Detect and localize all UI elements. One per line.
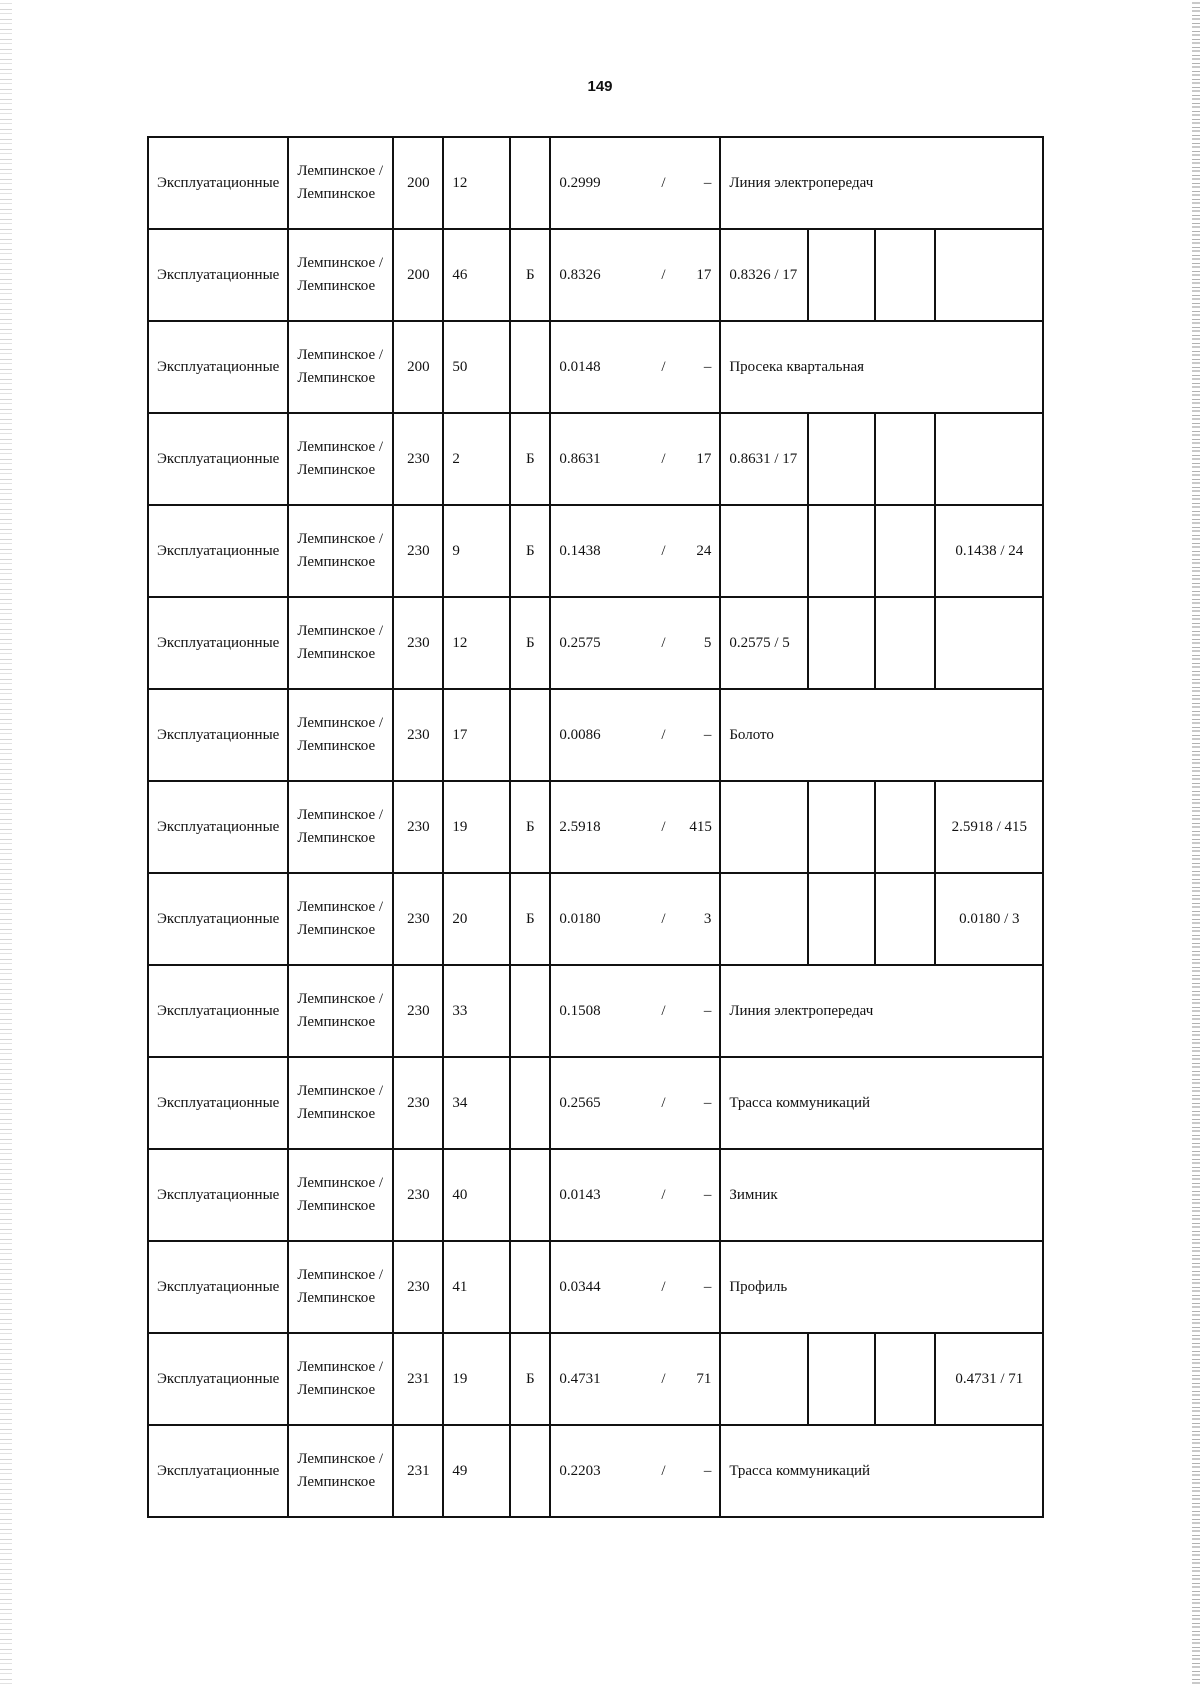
kvartal-cell: 230 bbox=[393, 505, 443, 597]
area-value: 0.1438 bbox=[559, 542, 601, 559]
mark-cell bbox=[510, 1425, 550, 1517]
mark-cell bbox=[510, 1241, 550, 1333]
table-row bbox=[148, 873, 1043, 965]
sub-cell-2 bbox=[808, 873, 875, 965]
area-cell bbox=[550, 1057, 720, 1149]
area-cell bbox=[550, 1425, 720, 1517]
vydel-cell: 12 bbox=[443, 597, 510, 689]
area-separator: / bbox=[661, 1094, 666, 1111]
area-value: 2.5918 bbox=[559, 818, 601, 835]
table-row bbox=[148, 413, 1043, 505]
mark-cell bbox=[510, 321, 550, 413]
area-value: 0.0180 bbox=[559, 910, 601, 927]
sub-cell-1 bbox=[720, 1333, 808, 1425]
sub-cell-1 bbox=[720, 505, 808, 597]
area-count: 5 bbox=[703, 634, 712, 651]
area-cell bbox=[550, 873, 720, 965]
category-cell: Эксплуатационные bbox=[148, 413, 288, 505]
mark-cell bbox=[510, 1149, 550, 1241]
category-cell: Эксплуатационные bbox=[148, 1149, 288, 1241]
kvartal-cell: 200 bbox=[393, 321, 443, 413]
table-row bbox=[148, 229, 1043, 321]
area-cell bbox=[550, 781, 720, 873]
sub-cell-1: 0.8326 / 17 bbox=[720, 229, 808, 321]
vydel-cell: 19 bbox=[443, 781, 510, 873]
area-value: 0.2999 bbox=[559, 174, 601, 191]
category-cell: Эксплуатационные bbox=[148, 597, 288, 689]
page-number: 149 bbox=[587, 78, 613, 95]
mark-cell: Б bbox=[510, 1333, 550, 1425]
scan-edge-left bbox=[0, 0, 12, 1684]
vydel-cell: 46 bbox=[443, 229, 510, 321]
kvartal-cell: 200 bbox=[393, 137, 443, 229]
area-count: 3 bbox=[703, 910, 712, 927]
area-separator: / bbox=[661, 266, 666, 283]
forestry-cell: Лемпинское / Лемпинское bbox=[288, 597, 393, 689]
sub-cell-1 bbox=[720, 781, 808, 873]
category-cell: Эксплуатационные bbox=[148, 1333, 288, 1425]
sub-cell-3 bbox=[875, 1333, 935, 1425]
forest-register-table bbox=[147, 136, 1044, 1518]
description-cell: Профиль bbox=[720, 1241, 1043, 1333]
mark-cell: Б bbox=[510, 505, 550, 597]
area-separator: / bbox=[661, 726, 666, 743]
area-count: 24 bbox=[696, 542, 712, 559]
category-cell: Эксплуатационные bbox=[148, 1425, 288, 1517]
forestry-cell: Лемпинское / Лемпинское bbox=[288, 873, 393, 965]
category-cell: Эксплуатационные bbox=[148, 1241, 288, 1333]
area-separator: / bbox=[661, 358, 666, 375]
kvartal-cell: 230 bbox=[393, 1057, 443, 1149]
sub-cell-2 bbox=[808, 229, 875, 321]
area-cell bbox=[550, 689, 720, 781]
table-row bbox=[148, 781, 1043, 873]
vydel-cell: 2 bbox=[443, 413, 510, 505]
mark-cell: Б bbox=[510, 781, 550, 873]
sub-cell-4: 0.1438 / 24 bbox=[935, 505, 1043, 597]
forestry-cell: Лемпинское / Лемпинское bbox=[288, 1241, 393, 1333]
area-cell bbox=[550, 1241, 720, 1333]
area-value: 0.2575 bbox=[559, 634, 601, 651]
sub-cell-3 bbox=[875, 505, 935, 597]
area-separator: / bbox=[661, 910, 666, 927]
sub-cell-1: 0.2575 / 5 bbox=[720, 597, 808, 689]
sub-cell-2 bbox=[808, 781, 875, 873]
sub-cell-1 bbox=[720, 873, 808, 965]
mark-cell bbox=[510, 965, 550, 1057]
table-row bbox=[148, 137, 1043, 229]
forestry-cell: Лемпинское / Лемпинское bbox=[288, 413, 393, 505]
area-value: 0.4731 bbox=[559, 1370, 601, 1387]
sub-cell-3 bbox=[875, 873, 935, 965]
forestry-cell: Лемпинское / Лемпинское bbox=[288, 965, 393, 1057]
kvartal-cell: 230 bbox=[393, 1149, 443, 1241]
forestry-cell: Лемпинское / Лемпинское bbox=[288, 781, 393, 873]
area-count: 71 bbox=[696, 1370, 712, 1387]
area-count: – bbox=[703, 726, 712, 743]
sub-cell-3 bbox=[875, 229, 935, 321]
mark-cell: Б bbox=[510, 413, 550, 505]
category-cell: Эксплуатационные bbox=[148, 505, 288, 597]
category-cell: Эксплуатационные bbox=[148, 321, 288, 413]
table-row bbox=[148, 1057, 1043, 1149]
forestry-cell: Лемпинское / Лемпинское bbox=[288, 1149, 393, 1241]
area-separator: / bbox=[661, 1462, 666, 1479]
forestry-cell: Лемпинское / Лемпинское bbox=[288, 1425, 393, 1517]
area-count: – bbox=[703, 1278, 712, 1295]
table-row bbox=[148, 505, 1043, 597]
area-count: – bbox=[703, 174, 712, 191]
area-cell bbox=[550, 229, 720, 321]
forestry-cell: Лемпинское / Лемпинское bbox=[288, 229, 393, 321]
vydel-cell: 41 bbox=[443, 1241, 510, 1333]
category-cell: Эксплуатационные bbox=[148, 137, 288, 229]
area-value: 0.1508 bbox=[559, 1002, 601, 1019]
sub-cell-4 bbox=[935, 413, 1043, 505]
area-value: 0.0344 bbox=[559, 1278, 601, 1295]
mark-cell bbox=[510, 1057, 550, 1149]
area-cell bbox=[550, 597, 720, 689]
area-value: 0.2203 bbox=[559, 1462, 601, 1479]
forestry-cell: Лемпинское / Лемпинское bbox=[288, 1057, 393, 1149]
area-count: 415 bbox=[689, 818, 712, 835]
mark-cell: Б bbox=[510, 873, 550, 965]
area-wrap bbox=[559, 724, 711, 747]
area-wrap bbox=[559, 1184, 711, 1207]
area-separator: / bbox=[661, 1278, 666, 1295]
area-wrap bbox=[559, 540, 711, 563]
sub-cell-2 bbox=[808, 1333, 875, 1425]
area-wrap bbox=[559, 1368, 711, 1391]
forestry-cell: Лемпинское / Лемпинское bbox=[288, 689, 393, 781]
area-count: 17 bbox=[696, 450, 712, 467]
kvartal-cell: 230 bbox=[393, 965, 443, 1057]
mark-cell: Б bbox=[510, 597, 550, 689]
area-cell bbox=[550, 321, 720, 413]
description-cell: Зимник bbox=[720, 1149, 1043, 1241]
area-wrap bbox=[559, 1000, 711, 1023]
category-cell: Эксплуатационные bbox=[148, 965, 288, 1057]
area-value: 0.2565 bbox=[559, 1094, 601, 1111]
area-value: 0.8631 bbox=[559, 450, 601, 467]
description-cell: Трасса коммуникаций bbox=[720, 1425, 1043, 1517]
sub-cell-4: 0.0180 / 3 bbox=[935, 873, 1043, 965]
area-separator: / bbox=[661, 1002, 666, 1019]
kvartal-cell: 230 bbox=[393, 597, 443, 689]
kvartal-cell: 230 bbox=[393, 689, 443, 781]
area-wrap bbox=[559, 356, 711, 379]
area-count: – bbox=[703, 1002, 712, 1019]
table-row bbox=[148, 965, 1043, 1057]
category-cell: Эксплуатационные bbox=[148, 781, 288, 873]
area-cell bbox=[550, 137, 720, 229]
sub-cell-3 bbox=[875, 413, 935, 505]
table-row bbox=[148, 689, 1043, 781]
table-body bbox=[148, 137, 1043, 1517]
vydel-cell: 49 bbox=[443, 1425, 510, 1517]
table-row bbox=[148, 321, 1043, 413]
area-value: 0.0148 bbox=[559, 358, 601, 375]
sub-cell-4: 2.5918 / 415 bbox=[935, 781, 1043, 873]
kvartal-cell: 230 bbox=[393, 413, 443, 505]
area-cell bbox=[550, 1149, 720, 1241]
area-separator: / bbox=[661, 634, 666, 651]
description-cell: Линия электропередач bbox=[720, 137, 1043, 229]
category-cell: Эксплуатационные bbox=[148, 689, 288, 781]
sub-cell-4 bbox=[935, 229, 1043, 321]
kvartal-cell: 200 bbox=[393, 229, 443, 321]
area-separator: / bbox=[661, 174, 666, 191]
table-row bbox=[148, 1425, 1043, 1517]
table-row bbox=[148, 1149, 1043, 1241]
sub-cell-3 bbox=[875, 597, 935, 689]
area-wrap bbox=[559, 1092, 711, 1115]
description-cell: Просека квартальная bbox=[720, 321, 1043, 413]
kvartal-cell: 231 bbox=[393, 1333, 443, 1425]
table-row bbox=[148, 1333, 1043, 1425]
vydel-cell: 33 bbox=[443, 965, 510, 1057]
area-cell bbox=[550, 1333, 720, 1425]
category-cell: Эксплуатационные bbox=[148, 873, 288, 965]
sub-cell-2 bbox=[808, 505, 875, 597]
area-count: – bbox=[703, 358, 712, 375]
area-count: 17 bbox=[696, 266, 712, 283]
area-count: – bbox=[703, 1186, 712, 1203]
vydel-cell: 19 bbox=[443, 1333, 510, 1425]
kvartal-cell: 231 bbox=[393, 1425, 443, 1517]
area-value: 0.0086 bbox=[559, 726, 601, 743]
area-separator: / bbox=[661, 450, 666, 467]
area-wrap bbox=[559, 1276, 711, 1299]
area-wrap bbox=[559, 264, 711, 287]
area-separator: / bbox=[661, 1370, 666, 1387]
sub-cell-4: 0.4731 / 71 bbox=[935, 1333, 1043, 1425]
sub-cell-3 bbox=[875, 781, 935, 873]
sub-cell-2 bbox=[808, 413, 875, 505]
area-separator: / bbox=[661, 818, 666, 835]
area-cell bbox=[550, 505, 720, 597]
area-separator: / bbox=[661, 542, 666, 559]
vydel-cell: 40 bbox=[443, 1149, 510, 1241]
vydel-cell: 9 bbox=[443, 505, 510, 597]
category-cell: Эксплуатационные bbox=[148, 1057, 288, 1149]
area-cell bbox=[550, 413, 720, 505]
forestry-cell: Лемпинское / Лемпинское bbox=[288, 1333, 393, 1425]
area-count: – bbox=[703, 1094, 712, 1111]
sub-cell-1: 0.8631 / 17 bbox=[720, 413, 808, 505]
sub-cell-4 bbox=[935, 597, 1043, 689]
area-cell bbox=[550, 965, 720, 1057]
area-wrap bbox=[559, 448, 711, 471]
category-cell: Эксплуатационные bbox=[148, 229, 288, 321]
vydel-cell: 50 bbox=[443, 321, 510, 413]
mark-cell bbox=[510, 689, 550, 781]
area-wrap bbox=[559, 632, 711, 655]
description-cell: Трасса коммуникаций bbox=[720, 1057, 1043, 1149]
kvartal-cell: 230 bbox=[393, 781, 443, 873]
mark-cell: Б bbox=[510, 229, 550, 321]
vydel-cell: 34 bbox=[443, 1057, 510, 1149]
area-value: 0.0143 bbox=[559, 1186, 601, 1203]
table-row bbox=[148, 597, 1043, 689]
scan-edge-right bbox=[1192, 0, 1200, 1684]
area-wrap bbox=[559, 172, 711, 195]
description-cell: Линия электропередач bbox=[720, 965, 1043, 1057]
area-separator: / bbox=[661, 1186, 666, 1203]
table-row bbox=[148, 1241, 1043, 1333]
area-count: – bbox=[703, 1462, 712, 1479]
description-cell: Болото bbox=[720, 689, 1043, 781]
area-wrap bbox=[559, 1460, 711, 1483]
forestry-cell: Лемпинское / Лемпинское bbox=[288, 505, 393, 597]
area-wrap bbox=[559, 816, 711, 839]
area-value: 0.8326 bbox=[559, 266, 601, 283]
vydel-cell: 17 bbox=[443, 689, 510, 781]
vydel-cell: 20 bbox=[443, 873, 510, 965]
mark-cell bbox=[510, 137, 550, 229]
forestry-cell: Лемпинское / Лемпинское bbox=[288, 137, 393, 229]
kvartal-cell: 230 bbox=[393, 873, 443, 965]
forestry-cell: Лемпинское / Лемпинское bbox=[288, 321, 393, 413]
sub-cell-2 bbox=[808, 597, 875, 689]
vydel-cell: 12 bbox=[443, 137, 510, 229]
area-wrap bbox=[559, 908, 711, 931]
kvartal-cell: 230 bbox=[393, 1241, 443, 1333]
